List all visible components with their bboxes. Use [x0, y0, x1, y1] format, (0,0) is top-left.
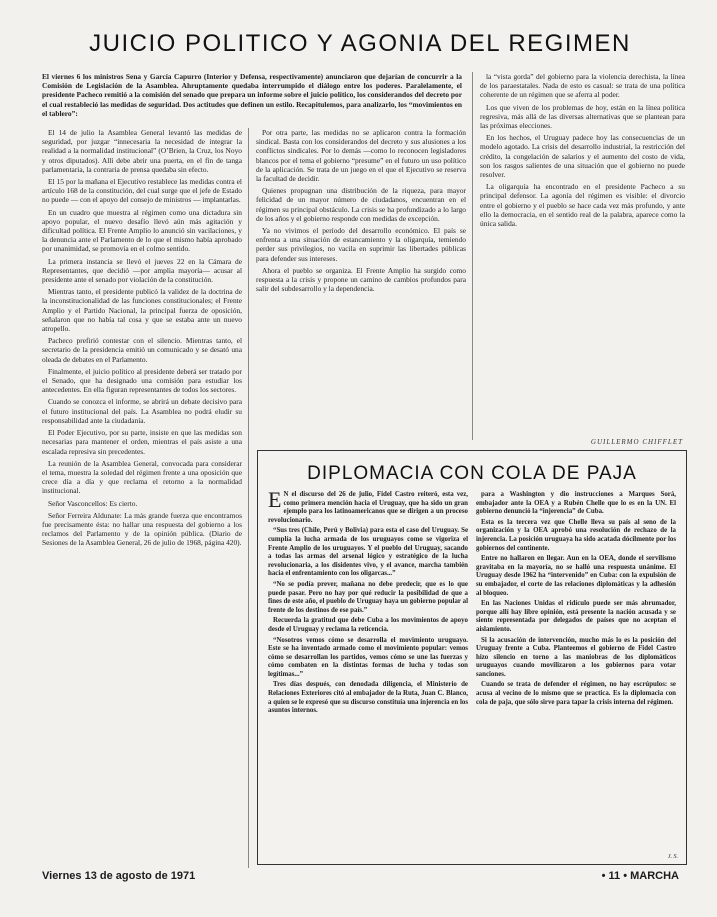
paragraph: En los hechos, el Uruguay padece hoy las consecuencias de un modelo agotado. La crisis del desarrollo industrial, la restricción del crédito, la congelación de salarios y el aumento del costo de vida, son los rasgos salientes de una situación que el gobierno no puede resolver.	[480, 133, 685, 180]
byline: GUILLERMO CHIFFLET	[590, 438, 683, 446]
paragraph: Pacheco prefirió contestar con el silencio. Mientras tanto, el secretario de la presidencia emitió un comunicado y se desató una oleada de debates en el Parlamento.	[42, 336, 242, 364]
intro-paragraph: El viernes 6 los ministros Sena y García Capurro (Interior y Defensa, respectivamente) anunciaron que dejarían de concurrir a la Comisión de Legislación de la Asamblea. Ahruptamente quedaba interrumpido el diálogo entre los poderes. Paralelamente, el presidente Pacheco remitió a la comisión del senado que prepara un informe sobre el juicio político, los considerandos del decreto por el cual restableció las medidas de seguridad. Dos actitudes que definen un estilo. Recapitulemos, para analizarlo, los “movimientos en el tablero”:	[42, 72, 462, 118]
paragraph: La oligarquía ha encontrado en el presidente Pacheco a su principal defensor. La agonía del régimen es visible: el divorcio entre el gobierno y el pueblo se hace cada vez más profundo, y ante ello la democracia, en el sentido real de la palabra, aparece como la única salida.	[480, 182, 685, 229]
paragraph: para a Washington y dio instrucciones a Marques Sorá, embajador ante la OEA y a Rubén Chelle que lo es en la UN. El gobierno denunció la “injerencia” de Cuba.	[476, 491, 676, 516]
paragraph	[268, 491, 468, 525]
headline: JUICIO POLITICO Y AGONIA DEL REGIMEN	[89, 30, 631, 57]
paragraph: Esta es la tercera vez que Chelle lleva su país al seno de la organización y la OEA aprobó una resolución de rechazo de la injerencia. La posición uruguaya ha sido acatada dócilmente por los gobiernos del continente.	[476, 518, 676, 552]
paragraph: Ahora el pueblo se organiza. El Frente Amplio ha surgido como respuesta a la crisis y propone un camino de cambios profundos para salir del subdesarrollo y la dependencia.	[256, 265, 466, 294]
intro-block	[42, 72, 462, 124]
paragraph: En un cuadro que muestra al régimen como una dictadura sin apoyo popular, el nuevo desafío llevó aún más agitación y dificultad política. El Frente Amplio lo anunció sin vacilaciones, y la denuncia ante el Parlamento de lo que el mismo había aprobado por unanimidad, se promovía en el colmo sentido.	[42, 207, 242, 254]
sidebar-title: DIPLOMACIA CON COLA DE PAJA	[307, 463, 637, 484]
article-column-1	[42, 128, 242, 868]
paragraph: Ya no vivimos el período del desarrollo económico. El país se enfrenta a una situación de estancamiento y la oligarquía, temiendo perder sus privilegios, no vacila en suprimir las libertades públicas para defender sus intereses.	[256, 226, 466, 263]
paragraph: El 14 de julio la Asamblea General levantó las medidas de seguridad, por juzgar “innecesaria la necesidad de integrar la realidad a la normalidad institucional” (O’Brien, la Cruz, los Noyo y otros diputados). Allí debe abrir una puerta, en el fin de tanga parlamentaria, la contraria de prensa quedaba sin efecto.	[42, 128, 242, 174]
paragraph: “Sus tres (Chile, Perú y Bolivia) para esta el caso del Uruguay. Se cumplía la lucha armada de los uruguayos como se vigoriza el Frente Amplio de los uruguayos. Y el pueblo del Uruguay, sacando a todas las armas del arsenal lógico y estratégico de la lucha revolucionaria, a los disidentes vivo, y el avance, marcha también hacia el enfrentamiento con los oligarcas...”	[268, 527, 468, 578]
paragraph: El Poder Ejecutivo, por su parte, insiste en que las medidas son necesarias para mantener el orden, mientras el país asiste a una escalada represiva sin precedentes.	[42, 428, 242, 456]
paragraph: Cuando se trata de defender el régimen, no hay escrúpulos: se acusa al vecino de lo mismo que se practica. Es la diplomacia con cola de paja, que sólo sirve para tapar la crisis interna del régimen.	[476, 681, 676, 706]
paragraph: La primera instancia se llevó el jueves 22 en la Cámara de Representantes, que decidió —por amplia mayoría— acusar al presidente ante el senado por violación de la constitución.	[42, 256, 242, 285]
paragraph: la “vista gorda” del gobierno para la violencia derechista, la línea de los paraestatales. Nada de esto es casual: se trata de una política coherente de un régimen que se aferra al poder.	[480, 72, 685, 100]
paragraph: Mientras tanto, el presidente publicó la validez de la doctrina de la inconstitucionalidad de las funciones constitucionales; el Frente Amplio y el Partido Nacional, la principal fuerza de oposición, señalaron que no había tal cosa y que se estaba ante un nuevo atropello.	[42, 287, 242, 334]
sidebar-column-1	[268, 491, 468, 856]
paragraph: Finalmente, el juicio político al presidente deberá ser tratado por el Senado, que ha designado una comisión para estudiar los antecedentes. En ella figuran representantes de todos los sectores.	[42, 366, 242, 395]
paragraph: El 15 por la mañana el Ejecutivo restablece las medidas contra el artículo 168 de la constitución, del cual surge que el jefe de Estado no puede — con el apoyo del consejo de ministros — implantarlas.	[42, 177, 242, 205]
paragraph: “Nosotros vemos cómo se desarrolla el movimiento uruguayo. Este se ha inventado armado como el movimiento popular: vemos cómo se desarrollan los partidos, vemos cómo se une las fuerzas y cómo combaten en la distintas formas de lucha y todas son legítimas...”	[268, 636, 468, 678]
paragraph: Si la acusación de intervención, mucho más lo es la posición del Uruguay frente a Cuba. Planteemos el gobierno de Fidel Castro hizo silencio en torno a las maniobras de los diplomáticos uruguayos cuando movilizaron a los gobiernos para votar sanciones.	[476, 636, 676, 678]
sidebar-article-box	[257, 450, 687, 865]
article-column-2	[256, 128, 466, 443]
paragraph: Entre no hallaron en llegar. Aun en la OEA, donde el servilismo gravitaba en la mayoría, no se halló una respuesta unánime. El Uruguay desde 1962 ha “intervenido” en Cuba: con la expulsión de su embajador, el corte de las relaciones diplomáticas y la adhesión al bloqueo.	[476, 555, 676, 597]
sidebar-column-2	[476, 491, 676, 856]
sidebar-signature: J. S.	[667, 854, 678, 860]
paragraph-text: N el discurso del 26 de julio, Fidel Castro reiteró, esta vez, como primera mención hacia el Uruguay, que ha sido un gran ejemplo para los latinoamericanos que se dirigen a un proceso revolucionario.	[268, 491, 468, 524]
paragraph: Cuando se conozca el informe, se abrirá un debate decisivo para el futuro institucional del país. La Asamblea no podrá eludir su responsabilidad ante la ciudadanía.	[42, 397, 242, 425]
paragraph: La reunión de la Asamblea General, convocada para considerar el tema, muestra la soledad del régimen frente a una oposición que crece día a día y que reclama el retorno a la normalidad institucional.	[42, 458, 242, 496]
footer-date: Viernes 13 de agosto de 1971	[42, 870, 196, 882]
paragraph: En las Naciones Unidas el ridículo puede ser más abrumador, porque allí hay libre opinión, está presente la nación acusada y se siente representada por delegados de países que no aceptan el aislamiento.	[476, 600, 676, 633]
column-divider	[248, 128, 249, 868]
paragraph: Señor Ferreira Aldunate: La más grande fuerza que encontramos fue precisamente ésta: no hallar una respuesta del gobierno a los reclamos del Parlamento y de la opinión pública. (Diario de Sesiones de la Asamblea General, 26 de julio de 1968, página 420).	[42, 510, 242, 548]
footer-page-marker: • 11 • MARCHA	[601, 870, 679, 882]
paragraph: Por otra parte, las medidas no se aplicaron contra la formación sindical. Basta con los considerandos del decreto y sus alusiones a los conflictos sindicales. Por lo demás —como lo reconocen legisladores blancos por el tema el gobierno “presume” en el futuro un uso político de la aplicación. Se trata de un juego en el que el Ejecutivo se reserva la facultad de decidir.	[256, 128, 466, 184]
paragraph: Recuerda la gratitud que debe Cuba a los movimientos de apoyo desde el Uruguay y reclama la reticencia.	[268, 617, 468, 633]
paragraph: Los que viven de los problemas de hoy, están en la línea política regresiva, más allá de las diversas alternativas que se plantean para las próximas elecciones.	[480, 102, 685, 131]
paragraph: Tres días después, con denodada diligencia, el Ministerio de Relaciones Exteriores citó al embajador de la Ruta, Juan C. Blanco, a quien se le expresó que su discurso constituía una injerencia en los asuntos internos.	[268, 681, 468, 715]
paragraph: Quienes propugnan una distribución de la riqueza, para mayor felicidad de un mayor número de ciudadanos, encuentran en el régimen su principal obstáculo. La crisis se ha profundizado a lo largo de los años y el gobierno responde con medidas de excepción.	[256, 186, 466, 223]
article-column-3	[480, 72, 685, 434]
drop-cap: E	[268, 491, 282, 512]
paragraph: “No se podía prever, mañana no debe predecir, que es lo que puede pasar. Pero no hay por qué reducir la posibilidad de que a fines de este año, el pueblo de Uruguay haya un gobierno popular al frente de los destinos de ese país.”	[268, 580, 468, 614]
paragraph: Señor Vasconcellos: Es cierto.	[48, 498, 138, 508]
column-divider	[472, 72, 473, 440]
